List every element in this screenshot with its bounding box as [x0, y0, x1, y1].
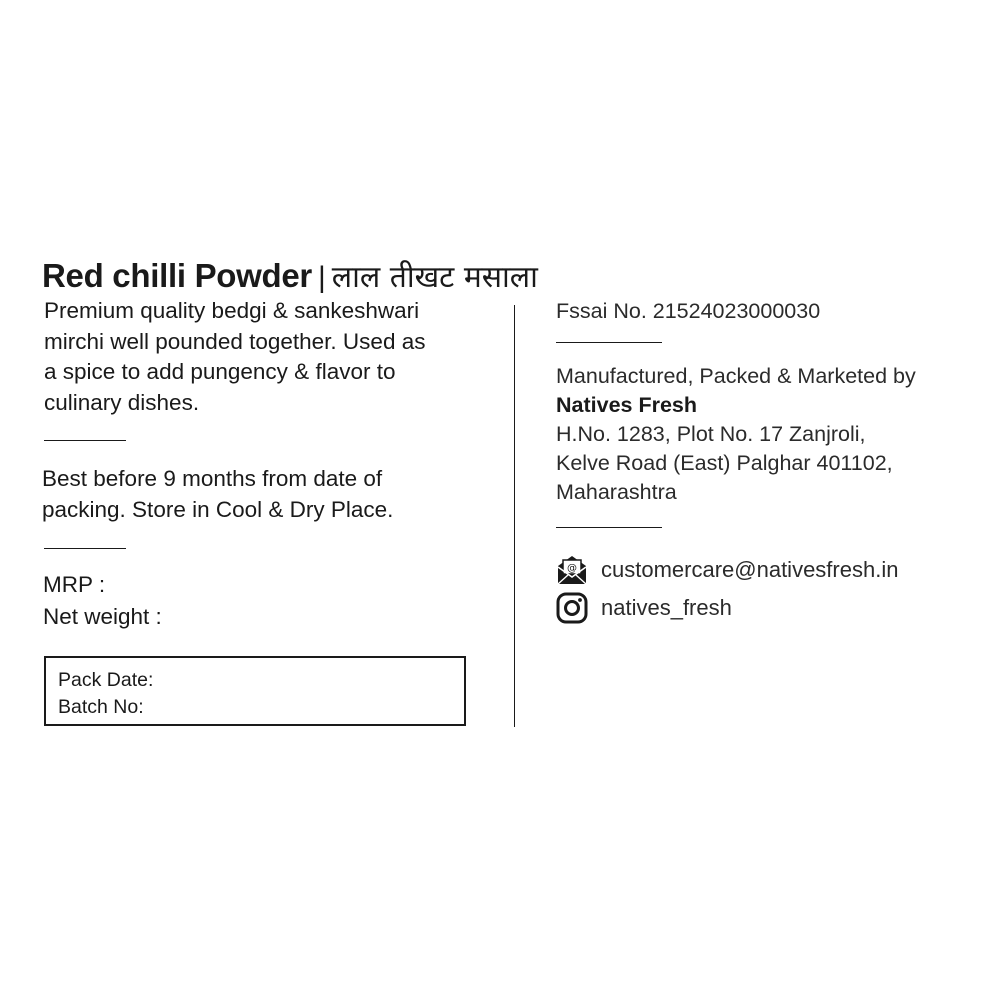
address-line: Kelve Road (East) Palghar 401102, — [556, 451, 893, 475]
description-line: Premium quality bedgi & sankeshwari — [44, 298, 420, 323]
divider-rule — [556, 527, 662, 528]
divider-rule — [44, 440, 126, 441]
mrp-label: MRP : — [43, 572, 106, 597]
email-address[interactable]: customercare@nativesfresh.in — [601, 557, 899, 582]
pack-info-box — [44, 656, 466, 726]
storage-line: Best before 9 months from date of — [42, 466, 383, 491]
divider-rule — [44, 548, 126, 549]
title-separator: | — [317, 261, 326, 294]
description-line: a spice to add pungency & flavor to — [44, 359, 396, 384]
description-line: culinary dishes. — [44, 389, 200, 415]
instagram-handle[interactable]: natives_fresh — [601, 595, 732, 620]
storage-line: packing. Store in Cool & Dry Place. — [42, 497, 394, 522]
product-name-english: Red chilli Powder — [42, 257, 312, 294]
product-description — [44, 296, 504, 418]
instagram-icon — [555, 591, 589, 625]
description-line: mirchi well pounded together. Used as — [44, 328, 426, 354]
pack-date-label: Pack Date: — [58, 669, 154, 691]
fssai-number: Fssai No. 21524023000030 — [556, 299, 821, 323]
instagram-contact — [555, 591, 732, 625]
address-line: H.No. 1283, Plot No. 17 Zanjroli, — [556, 422, 866, 446]
address-line: Maharashtra — [556, 480, 677, 504]
brand-name: Natives Fresh — [556, 393, 698, 417]
pricing-block — [43, 569, 162, 633]
column-divider — [514, 305, 515, 727]
svg-text:@: @ — [567, 563, 577, 574]
storage-instructions — [42, 463, 502, 525]
manufacturer-block — [556, 362, 916, 507]
manufacturer-heading: Manufactured, Packed & Marketed by — [556, 364, 916, 388]
email-envelope-icon — [555, 553, 589, 587]
net-weight-label: Net weight : — [43, 604, 162, 629]
divider-rule — [556, 342, 662, 343]
product-name-hindi: लाल तीखट मसाला — [331, 260, 538, 295]
batch-no-label: Batch No: — [58, 696, 144, 718]
email-contact — [555, 553, 898, 587]
